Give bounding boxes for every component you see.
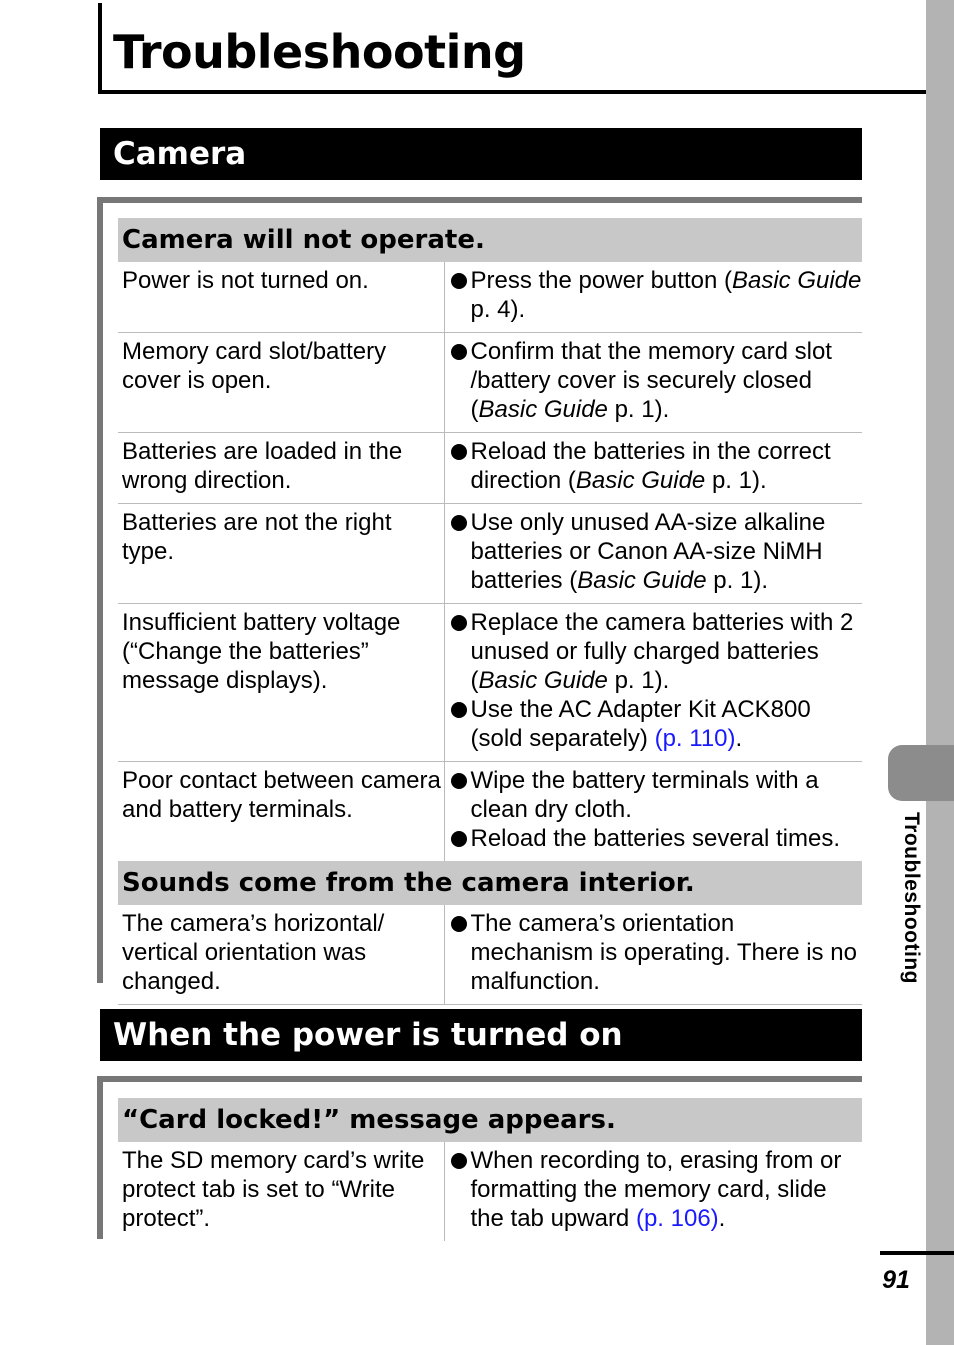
- problem-cell: Power is not turned on.: [118, 262, 444, 333]
- page-title: Troubleshooting: [113, 25, 526, 79]
- solution-cell: [444, 433, 862, 504]
- solution-item: When recording to, erasing from or formatting the memory card, slide the tab upward (p. 106).: [449, 1146, 863, 1233]
- solution-item: Use the AC Adapter Kit ACK800 (sold separately) (p. 110).: [449, 695, 863, 753]
- title-rule-vertical: [98, 3, 102, 93]
- chapter-tab-marker: [888, 745, 954, 801]
- solution-item: Reload the batteries in the correct direction (Basic Guide p. 1).: [449, 437, 863, 495]
- category-heading: Camera will not operate.: [118, 218, 862, 262]
- solution-cell: [444, 262, 862, 333]
- category-heading: Sounds come from the camera interior.: [118, 861, 862, 905]
- solution-cell: [444, 1142, 862, 1241]
- table-row: [118, 504, 862, 604]
- solution-item: The camera’s orientation mechanism is operating. There is no malfunction.: [449, 909, 863, 996]
- title-rule-horizontal: [98, 90, 926, 94]
- page-link[interactable]: (p. 110): [654, 725, 736, 752]
- side-tab-label: Troubleshooting: [900, 812, 923, 984]
- problem-cell: Poor contact between camera and battery terminals.: [122, 767, 441, 823]
- category-heading: “Card locked!” message appears.: [118, 1098, 862, 1142]
- table-row: [118, 1142, 862, 1241]
- page-number-rule: [880, 1251, 954, 1255]
- problem-cell: The camera’s horizontal/ vertical orientation was changed.: [118, 905, 444, 1005]
- section-heading-camera: Camera: [100, 128, 862, 180]
- side-tab-strip: [926, 0, 954, 1345]
- table-row: [118, 762, 862, 862]
- troubleshooting-table-camera: [118, 218, 862, 1005]
- problem-cell: Memory card slot/battery cover is open.: [118, 333, 444, 433]
- problem-cell: The SD memory card’s write protect tab is set to “Write protect”.: [122, 1147, 425, 1232]
- table-row: [118, 604, 862, 762]
- solution-cell: [444, 762, 862, 862]
- troubleshooting-table-power-on: [118, 1098, 862, 1241]
- page-number: 91: [882, 1266, 910, 1294]
- problem-cell: Insufficient battery voltage (“Change the batteries” message displays).: [118, 604, 444, 762]
- solution-cell: [444, 604, 862, 762]
- solution-item: Press the power button (Basic Guide p. 4).: [449, 266, 863, 324]
- table-row: [118, 262, 862, 333]
- table-row: [118, 333, 862, 433]
- solution-item: Reload the batteries several times.: [449, 824, 863, 853]
- table-row: [118, 433, 862, 504]
- problem-cell: Batteries are not the right type.: [118, 504, 444, 604]
- page-link[interactable]: (p. 106): [635, 1205, 719, 1232]
- problem-cell: Batteries are loaded in the wrong direction.: [118, 433, 444, 504]
- solution-item: Wipe the battery terminals with a clean dry cloth.: [449, 766, 863, 824]
- table-row: [118, 905, 862, 1005]
- solution-item: Confirm that the memory card slot /battery cover is securely closed (Basic Guide p. 1).: [449, 337, 863, 424]
- section-heading-power-on: When the power is turned on: [100, 1009, 862, 1061]
- solution-item: Use only unused AA-size alkaline batteries or Canon AA-size NiMH batteries (Basic Guide p. 1).: [449, 508, 863, 595]
- solution-cell: [444, 333, 862, 433]
- solution-cell: [444, 905, 862, 1005]
- solution-item: Replace the camera batteries with 2 unused or fully charged batteries (Basic Guide p. 1).: [449, 608, 863, 695]
- solution-cell: [444, 504, 862, 604]
